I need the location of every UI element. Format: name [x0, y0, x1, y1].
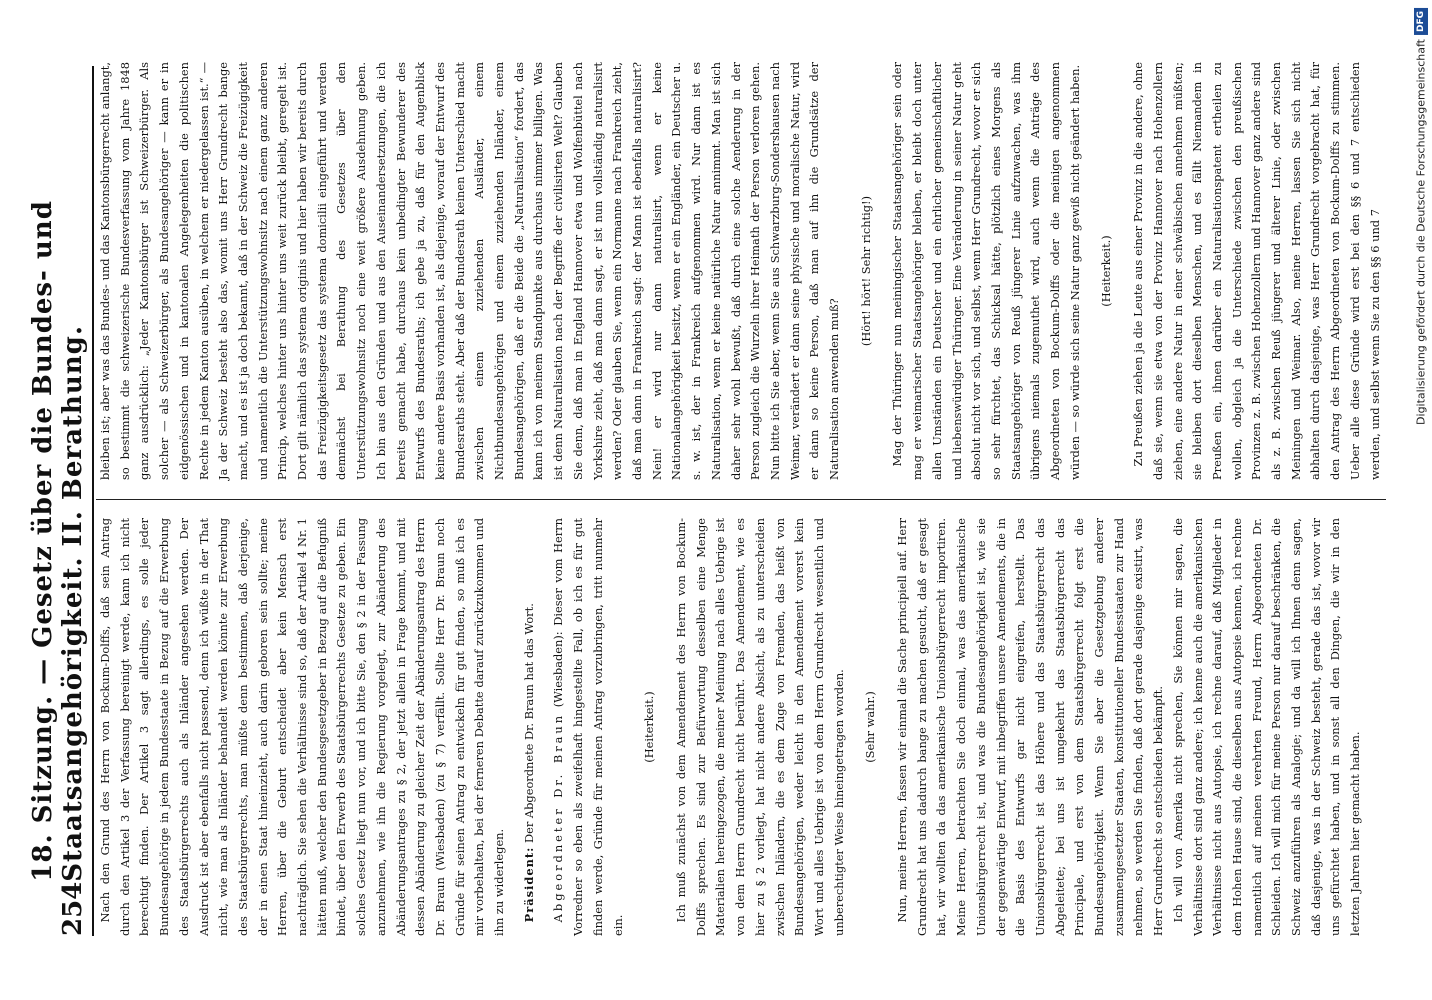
speaker-label: Präsident: [521, 846, 536, 923]
statement-text: (Wiesbaden): Dieser vom Herrn Vorredner so eben als zweifelhaft hingestellte Fall, ob ich es für gut finden werde, Gründe für meinen Antrag vorzubringen, tritt nunmehr ein. [551, 518, 625, 936]
paragraph: bleiben ist; aber was das Bundes- und das Kantonsbürgerrecht anlangt, so bestimmt die schweizerische Bundesverfassung vom Jahre 1848 ganz ausdrücklich: „Jeder Kantonsbürger ist Schweizerbürger. Als solcher — als Schweizerbürger, als Bundesangehöriger — kann er in eidgenössischen und in kantonalen Angelegenheiten die politischen Rechte in jedem Kanton ausüben, in welchem er niedergelassen ist.“ — Ja der Schweiz besteht also das, womit uns Herr Grundrecht bange macht, und es ist ja doch bekannt, daß in der Schweiz die Freizügigkeit und namentlich die Unterstützungswohnsitz nach einem ganz anderen Princip, welches hinter uns hinter uns weit zurück bleibt, geregelt ist. Dort gilt nämlich das systema originis und hier haben wir bereits durch das Freizügigkeitsgesetz das systema domicilii eingeführt und werden demnächst bei Berathung des Gesetzes über den Unterstützungswohnsitz noch eine weit größere Ausdehnung geben. Ich bin aus den Gründen und aus den Auseinandersetzungen, die ich bereits gemacht habe, durchaus kein unbedingter Bewunderer des Entwurfs des Bundesraths; ich gebe ja zu, daß für den Augenblick keine andere Basis vorhanden ist, als diejenige, worauf der Entwurf des Bundesraths steht. Aber daß der Bundesrath keinen Unterschied macht zwischen einem zuziehenden Ausländer, einem Nichtbundesangehörigen und einem zuziehenden Inländer, einem Bundesangehörigen, daß er die Beide die „Naturalisation“ fordert, das kann ich von meinem Standpunkte aus durchaus nimmer billigen. Was ist denn Naturalisation nach der Begriffe der civilisirten Welt? Glauben Sie denn, daß man in England Hannover etwa und Wolfenbüttel nach Yorkshire zieht, daß man dann sagt, er ist nun vollständig naturalisirt werden? Oder glauben Sie, wenn ein Normanne nach Frankreich zieht, daß man dann in Frankreich sagt: der Mann ist ebenfalls naturalisirt? Nein! er wird nur dann naturalisirt, wenn er keine Nationalangehörigkeit besitzt, wenn er ein Engländer, ein Deutscher u. s. w. ist, der in Frankreich aufgenommen wird. Nur dann ist es Naturalisation, wenn er keine natürliche Natur annimmt. Man ist sich daher sehr wohl bewußt, daß durch eine solche Aenderung in der Person zugleich die Wurzeln ihrer Heimath der Person verloren gehen. Nun bitte ich Sie aber, wenn Sie aus Schwarzburg-Sondershausen nach Weimar, verändert er dann seine physische und moralische Natur, wird er dann so keine Person, daß man auf ihn die Grundsätze der Naturalisation anwenden muß? [98, 62, 842, 480]
paragraph: Nach den Grund des Herrn von Bockum-Dolffs, daß sein Antrag durch den Artikel 3 der Verfassung bereinigt werde, kann ich nicht berechtigt finden. Der Artikel 3 sagt allerdings, es solle jeder Bundesangehörige in jedem Bundesstaate in Bezug auf die Erwerbung des Staatsbürgerrechts auch als Inländer angesehen werden. Der Ausdruck ist aber ebenfalls nicht passend, denn ich wüßte in der That nicht, wie man als Inländer behandelt werden könnte zur Erwerbung des Staatsbürgerrechts, man müßte denn bestimmen, daß derjenige, der in einen Staat hineinzieht, auch darin geboren sein sollte; meine Herren, über die Geburt entscheidet aber kein Mensch erst nachträglich. Sie sehen die Verhältnisse sind so, daß der Artikel 4 Nr. 1 hätten muß, welcher den Bundesgesetzgeber in Bezug auf die Befugniß bindet, über den Erwerb des Staatsbürgerrechts Gesetze zu geben. Ein solches Gesetz liegt nun vor, und ich bitte Sie, den § 2 in der Fassung anzunehmen, wie ihn die Regierung vorgelegt, zur Abänderung des Abänderungsantrages zu § 2, der jetzt allein in Frage kommt, und mit dessen Abänderung zu gleicher Zeit der Abänderungsantrag des Herrn Dr. Braun (Wiesbaden) (zu § 7) verfällt. Sollte Herr Dr. Braun noch Gründe für seinen Antrag zu entwickeln für gut finden, so muß ich es mir vorbehalten, bei der ferneren Debatte darauf zurückzukommen und ihn zu widerlegen. [98, 518, 507, 936]
speaker-label: Abgeordneter Dr. Braun [551, 712, 566, 923]
right-column [96, 62, 1385, 480]
reaction-note: (Sehr wahr.) [863, 691, 878, 763]
page-header [28, 66, 94, 936]
credit-text: Digitalisierung gefördert durch die Deutsche Forschungsgemeinschaft [1414, 39, 1428, 425]
digitization-credit [1414, 8, 1428, 425]
reaction-note: (Heiterkeit.) [642, 691, 657, 763]
reaction-note: (Heiterkeit.) [1099, 235, 1114, 307]
speaker-statement [549, 518, 628, 936]
left-column [96, 518, 1366, 936]
paragraph: Nun, meine Herren, fassen wir einmal die Sache principiell auf. Herr Grundrecht hat uns dadurch bange zu machen gesucht, daß er gesagt hat, wir wollten da das amerikanische Unionsbürgerrecht importiren. Meine Herren, betrachten Sie doch einmal, was das amerikanische Unionsbürgerrecht ist, und was die Bundesangehörigkeit ist, wie sie der gegenwärtige Entwurf, mit inbegriffen unsere Amendements, die in die Basis des Entwurfs gar nicht eingreifen, herstellt. Das Unionsbürgerrecht ist das Höhere und das Staatsbürgerrecht das Abgeleitete; bei uns ist umgekehrt das Staatsbürgerrecht das Principale, und erst von dem Staatsbürgerrecht folgt erst die Bundesangehörigkeit. Wenn Sie aber die Gesetzgebung anderer zusammengesetzter Staaten, konstitutioneller Bundesstaaten zur Hand nehmen, so werden Sie finden, daß dort gerade dasjenige existirt, was Herr Grundrecht so entschieden bekämpft. [895, 518, 1166, 936]
dfg-logo: DFG [1414, 8, 1428, 35]
paragraph: Mag der Thüringer nun meiningischer Staatsangehöriger sein oder mag er weimarischer Staatsangehöriger bleiben, er bleibt doch unter allen Umständen ein Deutscher und ein ehrlicher gemeinschaftlicher und liebenswürdiger Thüringer. Eine Veränderung in seiner Natur geht absolut nicht vor sich, und selbst, wenn Herr Grundrecht, wovor er sich so sehr fürchtet, das Schicksal hätte, plötzlich eines Morgens als Staatsangehöriger von Reuß jüngerer Linie aufzuwachen, was ihm übrigens niemals zugemuthet wird, auch wenn die Anträge des Abgeordneten von Bockum-Dolffs oder die meinigen angenommen würden — so würde sich seine Natur ganz gewiß nicht geändert haben. [890, 62, 1082, 480]
president-statement [520, 518, 540, 936]
paragraph: Zu Preußen ziehen ja die Leute aus einer Provinz in die andere, ohne daß sie, wenn sie etwa von der Provinz Hannover nach Hohenzollern ziehen, eine andere Natur in einer schwäbischen annehmen müßten; sie bleiben dort dieselben Menschen, und es fällt Niemandem in Preußen ein, ihnen darüber ein Naturalisationspatent ertheilen zu wollen, obgleich ja die Unterschiede zwischen den preußischen Provinzen z. B. zwischen Hohenzollern und Hannover ganz andere sind als z. B. zwischen Reuß jüngerer und älterer Linie, oder zwischen Meiningen und Weimar. Also, meine Herren, lassen Sie sich nicht abhalten durch dasjenige, was Herr Grundrecht vorgebracht hat, für den Antrag des Herrn Abgeordneten von Bockum-Dolffs zu stimmen. Ueber alle diese Gründe wird erst bei den §§ 6 und 7 entschieden werden, und selbst wenn Sie zu den §§ 6 und 7 [1131, 62, 1382, 480]
column-divider [96, 499, 1386, 500]
page-number: 254 [58, 881, 88, 936]
statement-text: Der Abgeordnete Dr. Braun hat das Wort. [521, 603, 536, 847]
running-title: 18. Sitzung. — Gesetz über die Bundes- und Staatsangehörigkeit. II. Berathung. [28, 200, 88, 882]
reaction-note: (Hört! hört! Sehr richtig!) [858, 195, 873, 347]
paragraph: Ich will von Amerika nicht sprechen, Sie können mir sagen, die Verhältnisse dort sind ganz andere; ich kenne auch die amerikanischen Verhältnisse nicht aus Autopsie, ich rechne darauf, daß Mitglieder in dem Hohen Hause sind, die dieselben aus Autopsie kennen, ich rechne namentlich auf meinen verehrten Freund, Herrn Abgeordneten Dr. Schleiden. Ich will mich für meine Person nur darauf beschränken, die Schweiz anzuführen als Analogie; und da will ich Ihnen denn sagen, daß dasjenige, was in der Schweiz besteht, gerade das ist, wovor wir uns gefürchtet haben, und in sonst all den Dingen, die wir in den letzten Jahren hier gemacht haben. [1170, 518, 1363, 936]
paragraph: Ich muß zunächst von dem Amendement des Herrn von Bockum-Dolffs sprechen. Es sind zur Befürwortung desselben eine Menge Materialien hereingezogen, die meiner Meinung nach alles Uebrige ist von dem Herrn Grundrecht nicht berührt. Das Amendement, wie es hier zu § 2 vorliegt, hat nicht andere Absicht, als zu unterscheiden zwischen Inländern, die es dem Zuge von Fremden, das heißt von Bundesangehörigen, weder leicht in den Amendement vorerst kein Wort und alles Uebrige ist von dem Herrn Grundrecht wesentlich und unberechtigter Weise hineingetragen worden. [673, 518, 846, 936]
